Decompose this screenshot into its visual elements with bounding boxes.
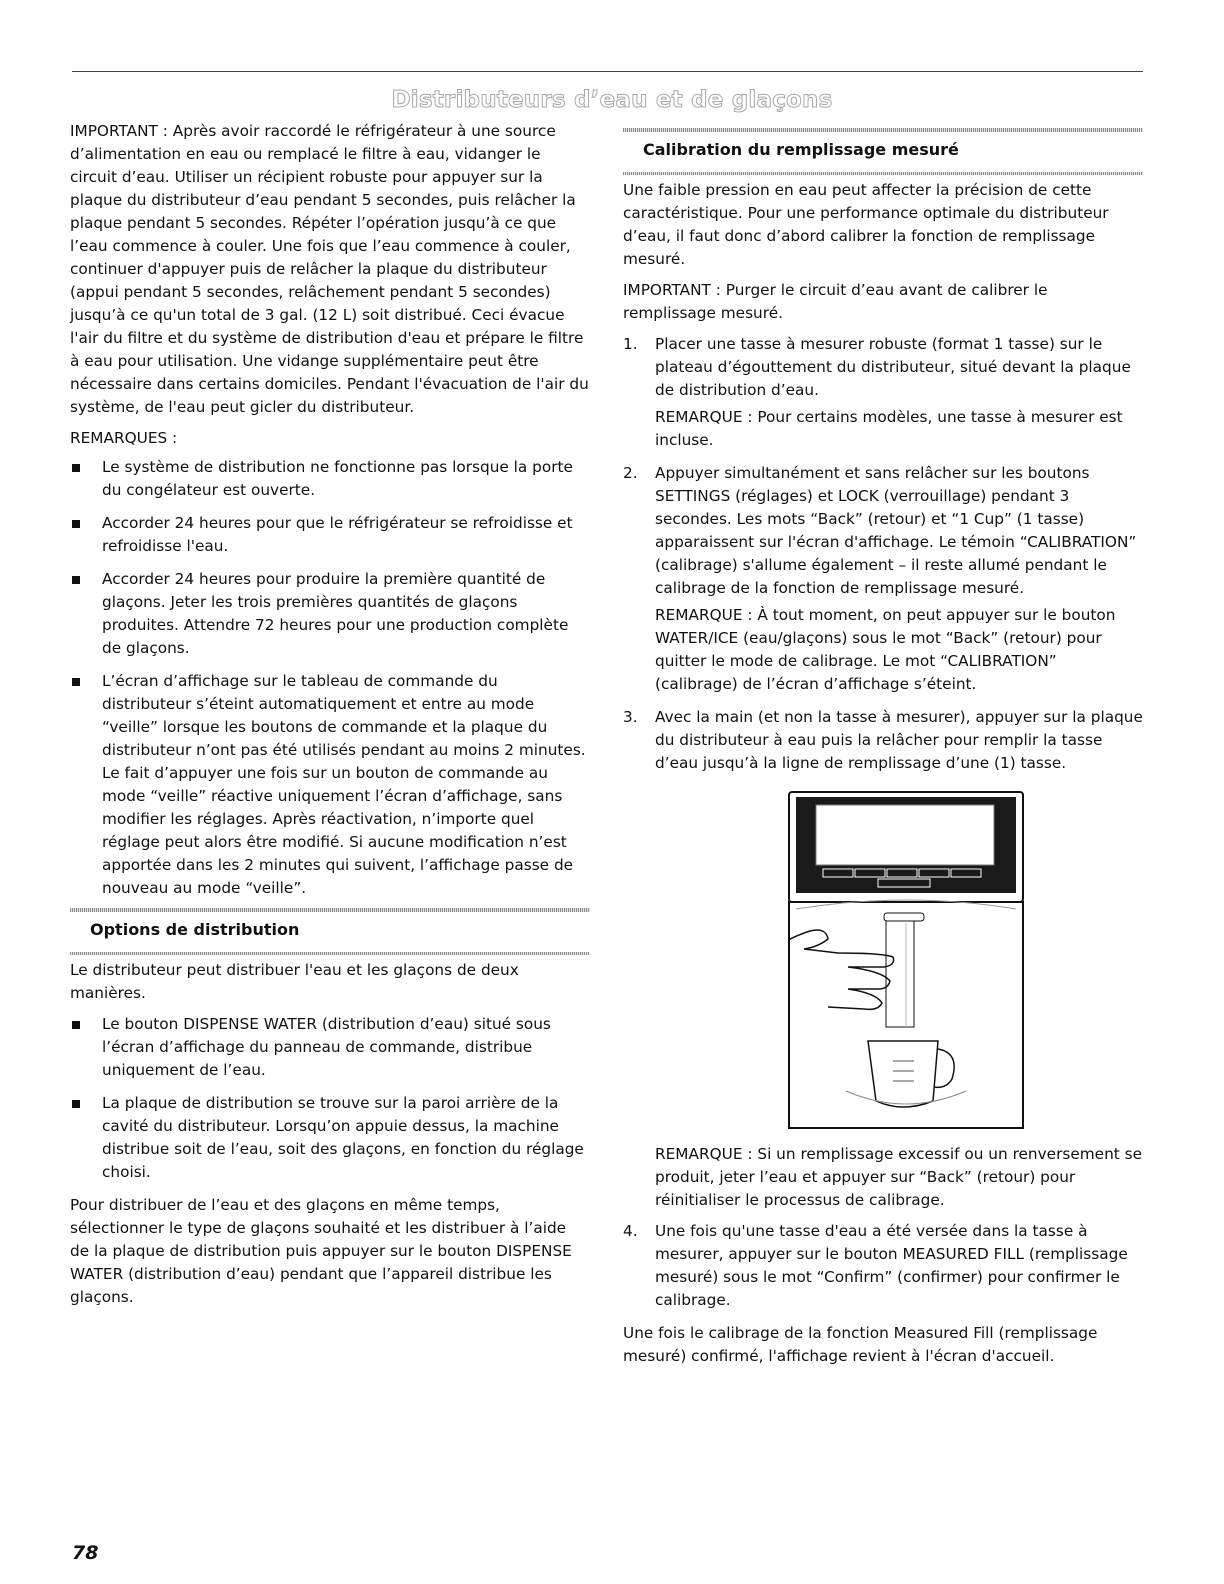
- step-2: [623, 462, 1143, 696]
- list-item: L’écran d’affichage sur le tableau de commande du distributeur s’éteint automatiquement et entre au mode “veille” lorsque les boutons de commande et la plaque du distributeur n’ont pas été utilisés pendant au moins 2 minutes. Le fait d’appuyer une fois sur un bouton de commande au mode “veille” réactive uniquement l’écran d’affichage, sans modifier les réglages. Après réactivation, n’importe quel réglage peut alors être modifié. Si aucune modification n’est apportée dans les 2 minutes qui suivent, l’affichage passe de nouveau au mode “veille”.: [70, 670, 590, 900]
- calibration-conclusion: Une fois le calibrage de la fonction Measured Fill (remplissage mesuré) confirmé, l'affichage revient à l'écran d'accueil.: [623, 1324, 1098, 1365]
- list-item: Le système de distribution ne fonctionne pas lorsque la porte du congélateur est ouverte.: [70, 456, 590, 502]
- step-note: REMARQUE : À tout moment, on peut appuyer sur le bouton WATER/ICE (eau/glaçons) sous le mot “Back” (retour) pour quitter le mode de calibrage. Le mot “CALIBRATION” (calibrage) de l’écran d’affichage s’éteint.: [655, 606, 1116, 693]
- left-column: [70, 120, 590, 1317]
- options-intro: Le distributeur peut distribuer l'eau et les glaçons de deux manières.: [70, 961, 519, 1002]
- options-outro: Pour distribuer de l’eau et des glaçons en même temps, sélectionner le type de glaçons souhaité et les distribuer à l’aide de la plaque de distribution puis appuyer sur le bouton DISPENSE WATER (distribution d’eau) pendant que l’appareil distribue les glaçons.: [70, 1196, 572, 1306]
- step-number: 4.: [623, 1222, 638, 1240]
- measuring-cup: [868, 1041, 938, 1107]
- step-text: Appuyer simultanément et sans relâcher sur les boutons SETTINGS (réglages) et LOCK (verrouillage) pendant 3 secondes. Les mots “Back” (retour) et “1 Cup” (1 tasse) apparaissent sur l'écran d'affichage. Le témoin “CALIBRATION” (calibrage) s'allume également – il reste allumé pendant le calibrage de la fonction de remplissage mesuré.: [655, 464, 1137, 597]
- options-section-heading: [70, 914, 590, 947]
- calibration-steps-continued: [623, 1220, 1143, 1312]
- calibration-section-heading: [623, 134, 1143, 167]
- step-1: [623, 333, 1143, 452]
- remarques-list: [70, 456, 590, 900]
- list-item: La plaque de distribution se trouve sur la paroi arrière de la cavité du distributeur. Lorsqu’on appuie dessus, la machine distribue soit de l’eau, soit des glaçons, en fonction du réglage choisi.: [70, 1092, 590, 1184]
- important-paragraph: IMPORTANT : Après avoir raccordé le réfrigérateur à une source d’alimentation en eau ou remplacé le filtre à eau, vidanger le circuit d’eau. Utiliser un récipient robuste pour appuyer sur la plaque du distributeur d’eau pendant 5 secondes, puis relâcher la plaque pendant 5 secondes. Répéter l’opération jusqu’à ce que l’eau commence à couler. Une fois que l’eau commence à couler, continuer d'appuyer puis de relâcher la plaque du distributeur (appui pendant 5 secondes, relâchement pendant 5 secondes) jusqu’à ce qu'un total de 3 gal. (12 L) soit distribué. Ceci évacue l'air du filtre et du système de distribution d'eau et prépare le filtre à eau pour utilisation. Une vidange supplémentaire peut être nécessaire dans certains domiciles. Pendant l'évacuation de l'air du système, de l'eau peut gicler du distributeur.: [70, 122, 589, 416]
- options-heading-text: Options de distribution: [90, 920, 300, 939]
- dispenser-paddle: [886, 921, 914, 1027]
- display-screen: [816, 805, 994, 865]
- calibration-important: IMPORTANT : Purger le circuit d’eau avant de calibrer le remplissage mesuré.: [623, 281, 1048, 322]
- top-rule: [72, 71, 1143, 72]
- step-text: Une fois qu'une tasse d'eau a été versée dans la tasse à mesurer, appuyer sur le bouton MEASURED FILL (remplissage mesuré) sous le mot “Confirm” (confirmer) pour confirmer le calibrage.: [655, 1222, 1128, 1309]
- calibration-intro: Une faible pression en eau peut affecter la précision de cette caractéristique. Pour une performance optimale du distributeur d’eau, il faut donc d’abord calibrer la fonction de remplissage mesuré.: [623, 181, 1109, 268]
- right-column: [623, 120, 1143, 1376]
- spout: [884, 913, 924, 921]
- calibration-steps: [623, 333, 1143, 775]
- step-note: REMARQUE : Pour certains modèles, une tasse à mesurer est incluse.: [655, 408, 1123, 449]
- list-item: Le bouton DISPENSE WATER (distribution d’eau) situé sous l’écran d’affichage du panneau de commande, distribue uniquement de l’eau.: [70, 1013, 590, 1082]
- step-number: 2.: [623, 464, 638, 482]
- page-number: 78: [72, 1542, 99, 1564]
- figure-note: REMARQUE : Si un remplissage excessif ou un renversement se produit, jeter l’eau et appuyer sur “Back” (retour) pour réinitialiser le processus de calibrage.: [655, 1145, 1143, 1209]
- step-4: [623, 1220, 1143, 1312]
- step-3: [623, 706, 1143, 775]
- page-title: Distributeurs d’eau et de glaçons: [391, 87, 833, 113]
- calibration-heading-text: Calibration du remplissage mesuré: [643, 140, 959, 159]
- dispenser-drawing: [788, 791, 1024, 1129]
- options-list: [70, 1013, 590, 1184]
- step-text: Placer une tasse à mesurer robuste (format 1 tasse) sur le plateau d’égouttement du distributeur, situé devant la plaque de distribution d’eau.: [655, 335, 1131, 399]
- step-number: 3.: [623, 708, 638, 726]
- list-item: Accorder 24 heures pour que le réfrigérateur se refroidisse et refroidisse l'eau.: [70, 512, 590, 558]
- step-text: Avec la main (et non la tasse à mesurer), appuyer sur la plaque du distributeur à eau puis la relâcher pour remplir la tasse d’eau jusqu’à la ligne de remplissage d’une (1) tasse.: [655, 708, 1143, 772]
- step-number: 1.: [623, 335, 638, 353]
- remarques-heading: REMARQUES :: [70, 429, 178, 447]
- list-item: Accorder 24 heures pour produire la première quantité de glaçons. Jeter les trois premières quantités de glaçons produites. Attendre 72 heures pour une production complète de glaçons.: [70, 568, 590, 660]
- dispenser-illustration: [788, 791, 1024, 1129]
